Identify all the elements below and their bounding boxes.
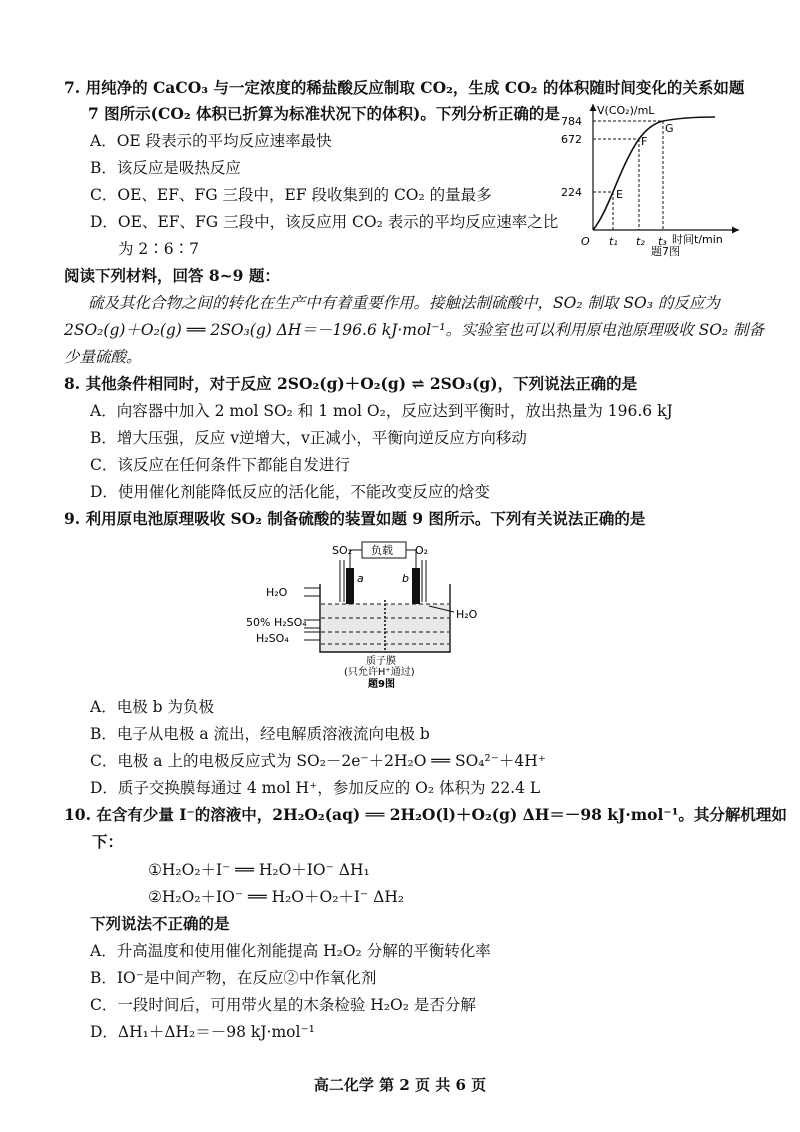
q10-mechanism-step2: ②H₂O₂＋IO⁻ ══ H₂O＋O₂＋I⁻ ΔH₂ [148, 888, 405, 906]
point-f: F [641, 135, 648, 148]
q9-figure [240, 540, 540, 688]
material-line3: 少量硫酸。 [64, 348, 142, 366]
q9-option-a: A．电极 b 为负极 [90, 698, 214, 716]
q10-mechanism-step1: ①H₂O₂＋I⁻ ══ H₂O＋IO⁻ ΔH₁ [148, 861, 370, 879]
q9-stem: 9. 利用原电池原理吸收 SO₂ 制备硫酸的装置如题 9 图所示。下列有关说法正确的是 [64, 509, 646, 528]
q8-option-b: B．增大压强，反应 v逆增大，v正减小，平衡向逆反应方向移动 [90, 429, 527, 447]
volume-curve [593, 117, 715, 230]
material-line1: 硫及其化合物之间的转化在生产中有着重要作用。接触法制硫酸中，SO₂ 制取 SO₃ 的反应为 [88, 294, 720, 312]
q7-option-a: A．OE 段表示的平均反应速率最快 [90, 132, 332, 150]
h2so4-50-label: 50% H₂SO₄ [246, 616, 307, 629]
h2o-inlet-pipe [304, 588, 320, 596]
q9-option-d: D．质子交换膜每通过 4 mol H⁺，参加反应的 O₂ 体积为 22.4 L [90, 779, 541, 797]
q7-option-d-line2: 为 2∶6∶7 [118, 240, 200, 258]
load-label: 负载 [371, 544, 393, 557]
ytick-784: 784 [561, 115, 582, 128]
point-e: E [616, 188, 623, 201]
q7-stem-line2: 7 图所示(CO₂ 体积已折算为标准状况下的体积)。下列分析正确的是 [88, 104, 560, 123]
electrode-a-label: a [357, 572, 364, 585]
origin-label: O [581, 235, 590, 248]
q8-option-a: A．向容器中加入 2 mol SO₂ 和 1 mol O₂，反应达到平衡时，放出热量为 196.6 kJ [90, 402, 673, 420]
h2so4-outlet-label: H₂SO₄ [256, 632, 289, 645]
q7-figure [555, 98, 745, 258]
q8-option-c: C．该反应在任何条件下都能自发进行 [90, 456, 350, 474]
q10-ask: 下列说法不正确的是 [90, 914, 230, 933]
q7-option-b: B．该反应是吸热反应 [90, 159, 241, 177]
o2-inlet-label: O₂ [415, 544, 429, 557]
q7-figure-caption: 题7图 [651, 245, 680, 258]
page-footer: 高二化学 第 2 页 共 6 页 [313, 1076, 487, 1094]
q10-option-d: D．ΔH₁＋ΔH₂＝－98 kJ·mol⁻¹ [90, 1023, 315, 1041]
q7-option-d-line1: D．OE、EF、FG 三段中，该反应用 CO₂ 表示的平均反应速率之比 [90, 213, 559, 231]
material-intro: 阅读下列材料，回答 8~9 题： [64, 266, 280, 285]
h2o-inlet-label: H₂O [266, 586, 288, 599]
h2o-right-label: H₂O [456, 608, 478, 621]
q10-option-b: B．IO⁻是中间产物，在反应②中作氧化剂 [90, 969, 377, 987]
ytick-224: 224 [561, 186, 582, 199]
point-g: G [665, 122, 674, 135]
q7-option-c: C．OE、EF、FG 三段中，EF 段收集到的 CO₂ 的量最多 [90, 186, 492, 204]
so2-inlet-label: SO₂ [332, 544, 353, 557]
y-axis-label: V(CO₂)/mL [597, 104, 655, 117]
q8-option-d: D．使用催化剂能降低反应的活化能，不能改变反应的焓变 [90, 483, 490, 501]
membrane-note: (只允许H⁺通过) [344, 667, 415, 678]
q10-stem-line2: 下： [92, 832, 124, 851]
x-axis-label: 时间t/min [672, 233, 723, 246]
electrode-b-label: b [402, 572, 409, 585]
q10-stem-line1: 10. 在含有少量 I⁻的溶液中，2H₂O₂(aq) ══ 2H₂O(l)＋O₂(g) ΔH＝－98 kJ·mol⁻¹。其分解机理如 [64, 805, 787, 824]
xtick-t2: t₂ [636, 235, 645, 248]
xtick-t3: t₃ [658, 235, 667, 248]
membrane-label: 质子膜 [366, 656, 396, 667]
q8-stem: 8. 其他条件相同时，对于反应 2SO₂(g)＋O₂(g) ⇌ 2SO₃(g)，下列说法正确的是 [64, 374, 638, 393]
q9-option-b: B．电子从电极 a 流出，经电解质溶液流向电极 b [90, 725, 430, 743]
q10-option-c: C．一段时间后，可用带火星的木条检验 H₂O₂ 是否分解 [90, 996, 476, 1014]
h2so4-outlet-pipe [304, 632, 320, 640]
q10-option-a: A．升高温度和使用催化剂能提高 H₂O₂ 分解的平衡转化率 [90, 942, 491, 960]
ytick-672: 672 [561, 133, 582, 146]
material-line2: 2SO₂(g)＋O₂(g) ══ 2SO₃(g) ΔH＝－196.6 kJ·mol⁻¹。实验室也可以利用原电池原理吸收 SO₂ 制备 [64, 321, 765, 339]
q7-stem-line1: 7. 用纯净的 CaCO₃ 与一定浓度的稀盐酸反应制取 CO₂，生成 CO₂ 的体积随时间变化的关系如题 [64, 78, 745, 97]
xtick-t1: t₁ [609, 235, 618, 248]
q9-option-c: C．电极 a 上的电极反应式为 SO₂－2e⁻＋2H₂O ══ SO₄²⁻＋4H⁺ [90, 752, 546, 770]
q9-figure-caption: 题9图 [368, 679, 395, 688]
